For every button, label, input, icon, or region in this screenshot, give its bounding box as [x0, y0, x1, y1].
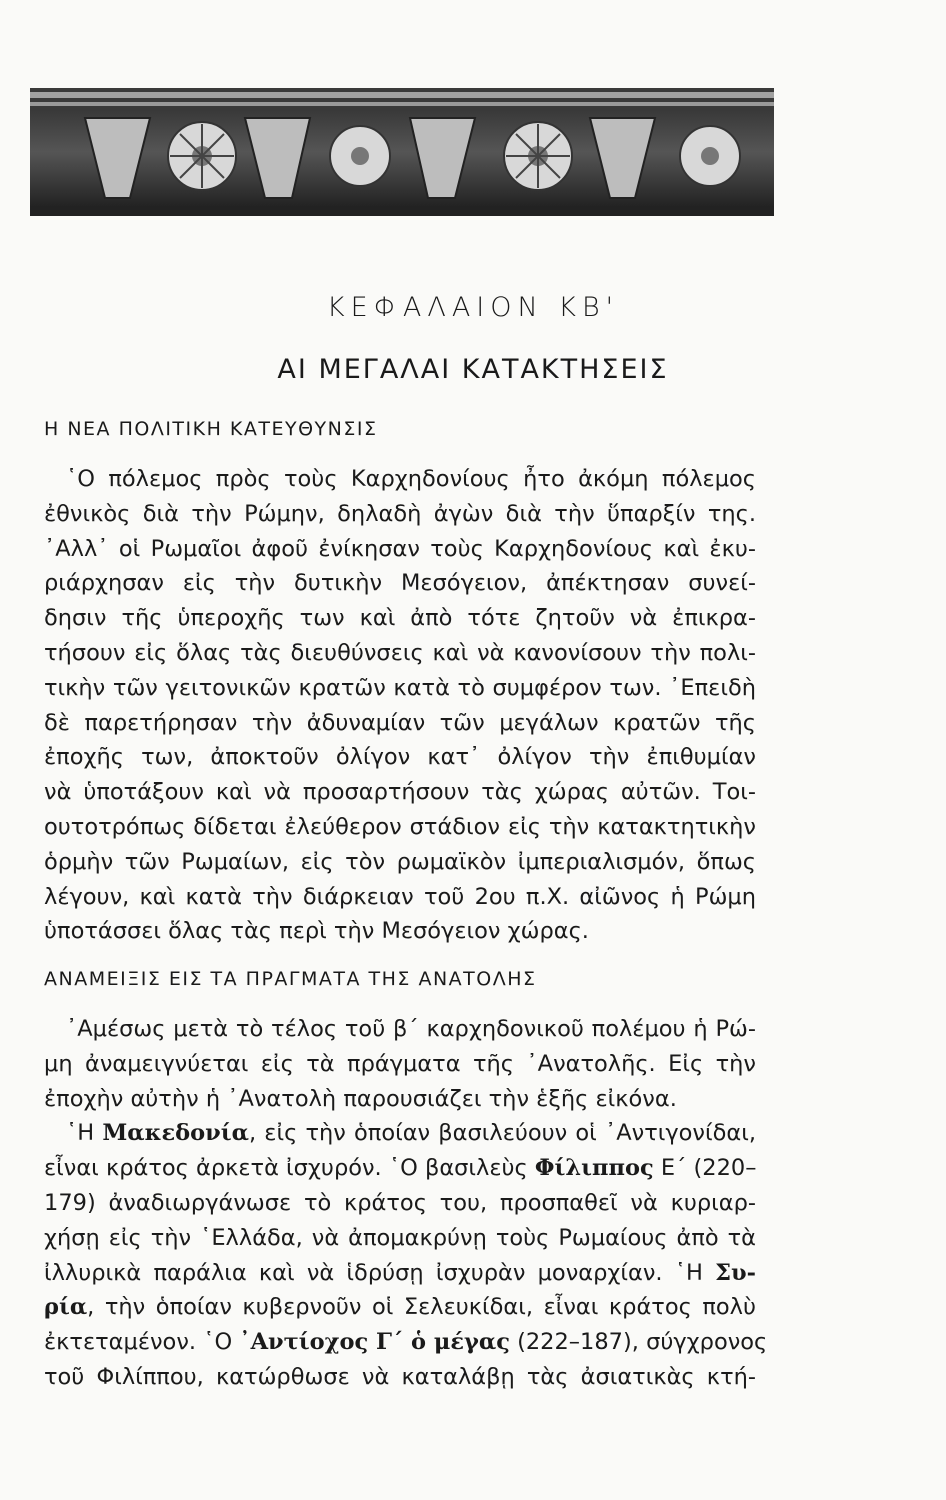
text-line: ριάρχησαν εἰς τὴν δυτικὴν Μεσόγειον, ἀπέκτησαν συνεί-: [44, 570, 756, 597]
text-line: δὲ παρετήρησαν τὴν ἀδυναμίαν τῶν μεγάλων κρατῶν τῆς: [44, 709, 756, 736]
chapter-title: ΑΙ ΜΕΓΑΛΑΙ ΚΑΤΑΚΤΗΣΕΙΣ: [277, 354, 669, 385]
text-line: ᾿Αλλ᾿ οἱ Ρωμαῖοι ἀφοῦ ἐνίκησαν τοὺς Καρχηδονίους καὶ ἐκυ-: [44, 535, 756, 562]
bold-term: Φίλιππος: [534, 1155, 654, 1182]
text-line: τικὴν τῶν γειτονικῶν κρατῶν κατὰ τὸ συμφέρον των. ᾿Επειδὴ: [44, 674, 756, 701]
text-line: ῾Ο πόλεμος πρὸς τοὺς Καρχηδονίους ἦτο ἀκόμη πόλεμος: [66, 466, 756, 492]
text-line: ῾Η Μακεδονία, εἰς τὴν ὁποίαν βασιλεύουν οἱ ᾿Αντιγονίδαι,: [66, 1120, 756, 1147]
text-line: 179) ἀναδιωργάνωσε τὸ κράτος του, προσπαθεῖ νὰ κυριαρ-: [44, 1189, 756, 1216]
text-line: ρία, τὴν ὁποίαν κυβερνοῦν οἱ Σελευκίδαι, εἶναι κράτος πολὺ: [44, 1294, 756, 1321]
section-body: [44, 462, 756, 949]
text-line: ἰλλυρικὰ παράλια καὶ νὰ ἱδρύσῃ ἰσχυρὰν μοναρχίαν. ῾Η Συ-: [44, 1259, 756, 1286]
text-line: ἐποχῆς των, ἀποκτοῦν ὀλίγον κατ᾿ ὀλίγον τὴν ἐπιθυμίαν: [44, 744, 756, 771]
bold-term: ρία: [44, 1294, 88, 1321]
section-body: [44, 1012, 768, 1395]
text-line: ὁρμὴν τῶν Ρωμαίων, εἰς τὸν ρωμαϊκὸν ἰμπεριαλισμόν, ὅπως: [44, 848, 756, 875]
text-line: χήσῃ εἰς τὴν ῾Ελλάδα, νὰ ἀπομακρύνῃ τοὺς Ρωμαίους ἀπὸ τὰ: [44, 1224, 756, 1251]
text-line: ᾿Αμέσως μετὰ τὸ τέλος τοῦ β΄ καρχηδονικοῦ πολέμου ἡ Ρώ-: [66, 1016, 756, 1042]
bold-term: Συ-: [715, 1259, 756, 1286]
decorative-frieze-image: [30, 88, 774, 216]
chapter-number: ΚΕΦΑΛΑΙΟΝ ΚΒ': [326, 292, 620, 323]
text-line: ἐθνικὸς διὰ τὴν Ρώμην, δηλαδὴ ἀγὼν διὰ τὴν ὕπαρξίν της.: [44, 500, 756, 527]
text-line: εἶναι κράτος ἀρκετὰ ἰσχυρόν. ῾Ο βασιλεὺς Φίλιππος Ε΄ (220–: [44, 1155, 757, 1182]
section-heading: ΑΝΑΜΕΙΞΙΣ ΕΙΣ ΤΑ ΠΡΑΓΜΑΤΑ ΤΗΣ ΑΝΑΤΟΛΗΣ: [44, 968, 537, 990]
text-line: τοῦ Φιλίππου, κατώρθωσε νὰ καταλάβῃ τὰς ἀσιατικὰς κτή-: [44, 1363, 756, 1390]
text-line: ὑποτάσσει ὅλας τὰς περὶ τὴν Μεσόγειον χώρας.: [44, 918, 589, 945]
bold-term: ᾿Αντίοχος Γ΄ ὁ μέγας: [239, 1329, 510, 1356]
text-line: δησιν τῆς ὑπεροχῆς των καὶ ἀπὸ τότε ζητοῦν νὰ ἐπικρα-: [44, 605, 756, 632]
text-line: νὰ ὑποτάξουν καὶ νὰ προσαρτήσουν τὰς χώρας αὐτῶν. Τοι-: [44, 779, 756, 806]
text-line: λέγουν, καὶ κατὰ τὴν διάρκειαν τοῦ 2ου π.Χ. αἰῶνος ἡ Ρώμη: [44, 883, 756, 910]
text-line: ἐποχὴν αὐτὴν ἡ ᾿Ανατολὴ παρουσιάζει τὴν ἑξῆς εἰκόνα.: [44, 1085, 677, 1112]
text-line: ουτοτρόπως δίδεται ἐλεύθερον στάδιον εἰς τὴν κατακτητικὴν: [44, 813, 756, 840]
section-heading: Η ΝΕΑ ΠΟΛΙΤΙΚΗ ΚΑΤΕΥΘΥΝΣΙΣ: [44, 418, 378, 440]
text-line: μη ἀναμειγνύεται εἰς τὰ πράγματα τῆς ᾿Ανατολῆς. Εἰς τὴν: [44, 1050, 756, 1077]
text-line: ἐκτεταμένον. ῾Ο ᾿Αντίοχος Γ΄ ὁ μέγας (222–187), σύγχρονος: [44, 1329, 768, 1356]
text-line: τήσουν εἰς ὅλας τὰς διευθύνσεις καὶ νὰ κανονίσουν τὴν πολι-: [44, 639, 756, 666]
bold-term: Μακεδονία: [102, 1120, 249, 1147]
